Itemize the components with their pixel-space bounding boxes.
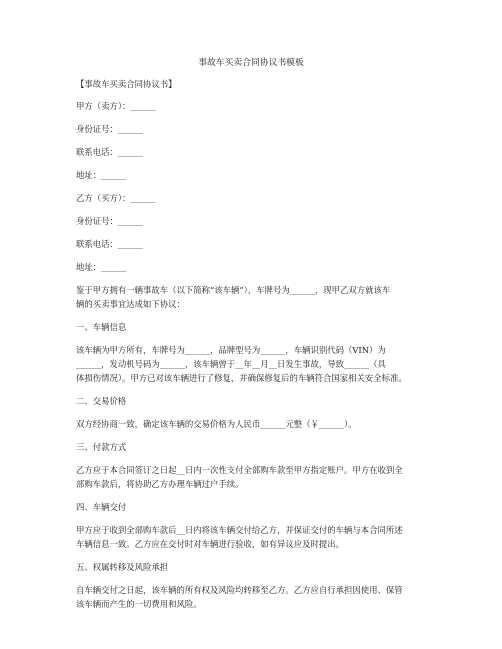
party-b-address-line: 地址：______: [76, 262, 127, 272]
section-title-payment: 三、付款方式: [76, 442, 127, 452]
delivery-line: 车辆信息一致。乙方应在交付时对车辆进行验收，如有异议应及时提出。: [76, 539, 344, 549]
party-b-phone-line: 联系电话：______: [76, 239, 143, 249]
delivery-line: 甲方应于收到全部购车款后__日内将该车辆交付给乙方，并保证交付的车辆与本合同所述: [76, 525, 403, 535]
section-title-delivery: 四、车辆交付: [76, 502, 127, 512]
party-b-id-line: 身份证号：______: [76, 216, 143, 226]
price-line: 双方经协商一致，确定该车辆的交易价格为人民币______元整（￥______）。: [76, 419, 357, 429]
section-title-price: 二、交易价格: [76, 396, 127, 406]
party-a-address-line: 地址：______: [76, 170, 127, 180]
document-heading: 【事故车买卖合同协议书】: [76, 79, 177, 89]
intro-paragraph-line: 鉴于甲方拥有一辆事故车（以下简称“该车辆”），车牌号为______，现甲乙双方就该车: [76, 285, 391, 295]
payment-line: 乙方应于本合同签订之日起__日内一次性支付全部购车款至甲方指定账户。甲方在收到全: [76, 465, 403, 475]
vehicle-info-line: ______，发动机号码为______，该车辆曾于__年__月__日发生事故，导致______（具: [76, 359, 386, 369]
party-b-line: 乙方（买方）：______: [76, 193, 156, 203]
party-a-id-line: 身份证号：______: [76, 124, 143, 134]
party-a-phone-line: 联系电话：______: [76, 147, 143, 157]
section-title-vehicle-info: 一、车辆信息: [76, 322, 127, 332]
vehicle-info-line: 体损伤情况）。甲方已对该车辆进行了修复，并确保修复后的车辆符合国家相关安全标准。: [76, 373, 407, 383]
payment-line: 部购车款后，将协助乙方办理车辆过户手续。: [76, 479, 244, 489]
party-a-line: 甲方（卖方）：______: [76, 101, 156, 111]
intro-paragraph-line: 辆的买卖事宜达成如下协议：: [76, 299, 185, 309]
document-title: 事故车买卖合同协议书模板: [198, 58, 304, 68]
ownership-line: 自车辆交付之日起，该车辆的所有权及风险均转移至乙方。乙方应自行承担因使用、保管: [76, 585, 403, 595]
vehicle-info-line: 该车辆为甲方所有，车牌号为______，品牌型号为______，车辆识别代码（VIN）为: [76, 345, 386, 355]
ownership-line: 该车辆而产生的一切费用和风险。: [76, 599, 202, 609]
section-title-ownership: 五、权属转移及风险承担: [76, 562, 169, 572]
